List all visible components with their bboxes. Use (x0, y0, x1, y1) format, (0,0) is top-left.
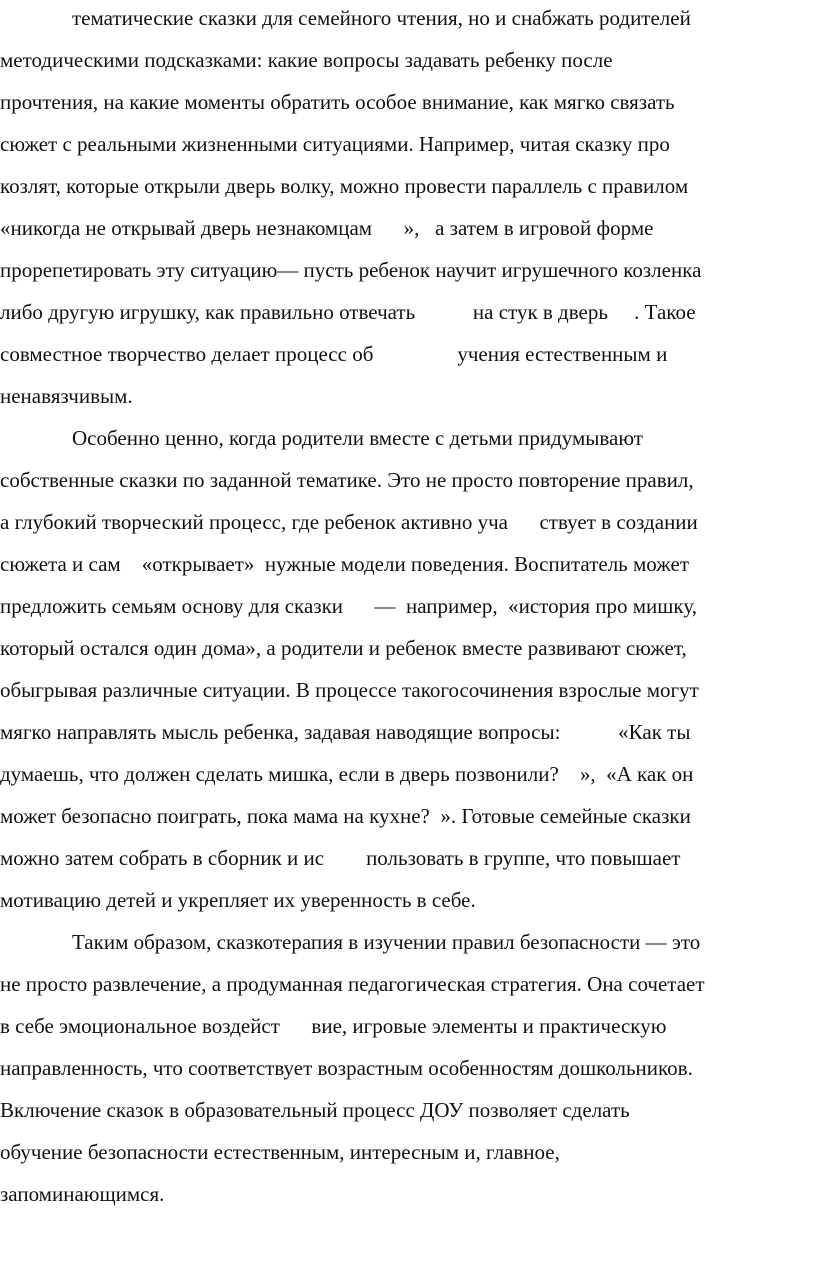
paragraph-line: прорепетировать эту ситуацию— пусть ребенок научит игрушечного козленка (0, 258, 702, 282)
paragraph-line: Особенно ценно, когда родители вместе с детьми придумывают (72, 426, 643, 450)
paragraph-line: либо другую игрушку, как правильно отвечать на стук в дверь . Такое (0, 300, 696, 324)
paragraph-line: ненавязчивым. (0, 384, 133, 408)
paragraph-line: можно затем собрать в сборник и ис пользовать в группе, что повышает (0, 846, 681, 870)
paragraph-line: прочтения, на какие моменты обратить особое внимание, как мягко связать (0, 90, 675, 114)
paragraph-line: Таким образом, сказкотерапия в изучении правил безопасности — это (72, 930, 701, 954)
paragraph-line: сюжет с реальными жизненными ситуациями. Например, читая сказку про (0, 132, 670, 156)
paragraph-line: может безопасно поиграть, пока мама на кухне? ». Готовые семейные сказки (0, 804, 691, 828)
paragraph-line: направленность, что соответствует возрастным особенностям дошкольников. (0, 1056, 693, 1080)
paragraph-line: Включение сказок в образовательный процесс ДОУ позволяет сделать (0, 1098, 630, 1122)
paragraph-line: мягко направлять мысль ребенка, задавая наводящие вопросы: «Как ты (0, 720, 691, 744)
paragraph-line: совместное творчество делает процесс об учения естественным и (0, 342, 668, 366)
paragraph-line: методическими подсказками: какие вопросы задавать ребенку после (0, 48, 613, 72)
paragraph-line: «никогда не открывай дверь незнакомцам », а затем в игровой форме (0, 216, 654, 240)
paragraph-line: думаешь, что должен сделать мишка, если в дверь позвонили? », «А как он (0, 762, 694, 786)
paragraph-line: собственные сказки по заданной тематике. Это не просто повторение правил, (0, 468, 694, 492)
paragraph-line: мотивацию детей и укрепляет их уверенность в себе. (0, 888, 476, 912)
paragraph-line: козлят, которые открыли дверь волку, можно провести параллель с правилом (0, 174, 689, 198)
paragraph-line: обучение безопасности естественным, интересным и, главное, (0, 1140, 560, 1164)
paragraph-line: не просто развлечение, а продуманная педагогическая стратегия. Она сочетает (0, 972, 705, 996)
paragraph-line: предложить семьям основу для сказки — например, «история про мишку, (0, 594, 697, 618)
paragraph-line: сюжета и сам «открывает» нужные модели поведения. Воспитатель может (0, 552, 689, 576)
paragraph-line: тематические сказки для семейного чтения, но и снабжать родителей (72, 6, 691, 30)
paragraph-line: который остался один дома», а родители и ребенок вместе развивают сюжет, (0, 636, 687, 660)
paragraph-line: обыгрывая различные ситуации. В процессе такогосочинения взрослые могут (0, 678, 699, 702)
paragraph-line: запоминающимся. (0, 1182, 165, 1206)
paragraph-line: а глубокий творческий процесс, где ребенок активно уча ствует в создании (0, 510, 698, 534)
paragraph-line: в себе эмоциональное воздейст вие, игровые элементы и практическую (0, 1014, 667, 1038)
